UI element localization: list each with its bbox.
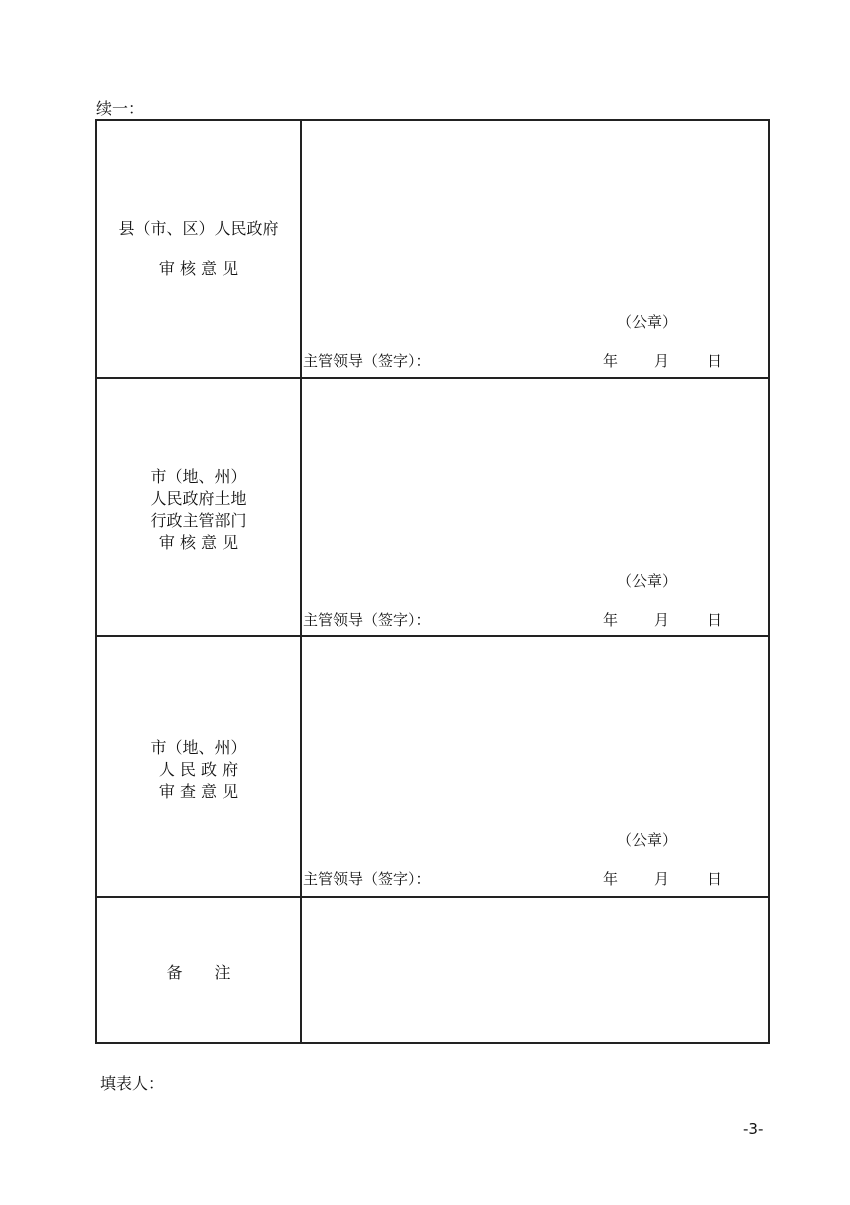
leader-signature-label: 主管领导（签字）： [303,870,431,888]
label-line: 行政主管部门 [150,511,247,530]
date-month: 月 [654,352,670,370]
form-filler-label: 填表人： [100,1074,165,1093]
date-day: 日 [707,870,723,888]
row-divider-1 [97,377,768,379]
remarks-label [97,962,300,984]
leader-signature-label: 主管领导（签字）： [303,611,431,629]
label-line: 市（地、州） [150,738,247,757]
page-number: -3- [743,1120,764,1138]
date-year: 年 [603,611,619,629]
county-government-label [97,218,300,280]
date-day: 日 [707,611,723,629]
date-day: 日 [707,352,723,370]
city-government-label [97,737,300,803]
row-divider-3 [97,896,768,898]
official-seal-text: （公章） [617,572,678,590]
continued-heading: 续一： [96,99,145,118]
label-line: 人民政府土地 [150,489,247,508]
label-line: 市（地、州） [150,467,247,486]
date-month: 月 [654,611,670,629]
date-month: 月 [654,870,670,888]
date-year: 年 [603,870,619,888]
date-year: 年 [603,352,619,370]
label-line: 县（市、区）人民政府 [118,219,279,238]
label-line: 审 核 意 见 [158,533,239,552]
review-form-table [95,119,770,1044]
column-divider [300,121,302,1042]
official-seal-text: （公章） [617,831,678,849]
label-line: 审 查 意 见 [158,782,239,801]
official-seal-text: （公章） [617,313,678,331]
row-divider-2 [97,635,768,637]
label-line: 人 民 政 府 [158,760,239,779]
city-land-dept-label [97,466,300,554]
label-line: 审 核 意 见 [158,259,239,278]
label-line: 备 注 [166,963,231,982]
leader-signature-label: 主管领导（签字）： [303,352,431,370]
